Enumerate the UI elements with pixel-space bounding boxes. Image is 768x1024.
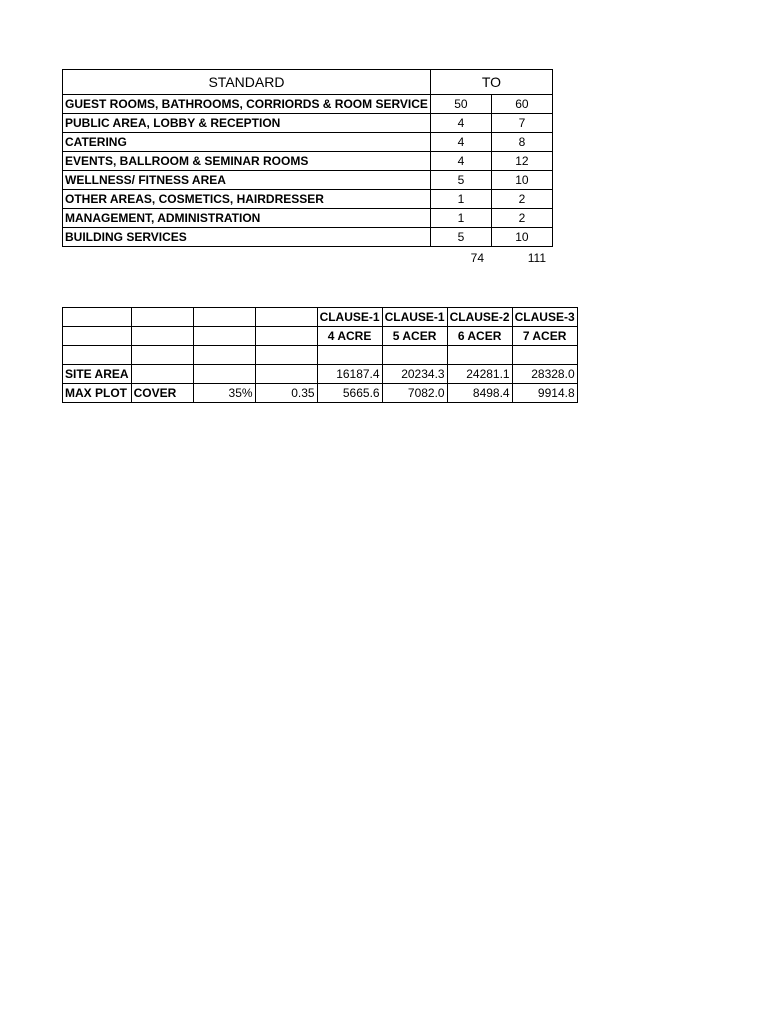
empty-cell [193,346,255,365]
row-from: 4 [430,133,491,152]
row-label: BUILDING SERVICES [63,228,431,247]
empty-cell [131,308,193,327]
row-from: 4 [430,152,491,171]
row-label: GUEST ROOMS, BATHROOMS, CORRIORDS & ROOM SERVICE [63,95,431,114]
standard-header: STANDARD [63,70,431,95]
empty-cell [63,308,132,327]
empty-cell [255,365,317,384]
total-from: 74 [470,251,484,265]
max-plot-row [63,384,578,403]
empty-cell [193,365,255,384]
site-area-value: 24281.1 [447,365,512,384]
empty-cell [447,346,512,365]
table-row [63,152,553,171]
table-row [63,171,553,190]
row-from: 1 [430,190,491,209]
site-area-value: 16187.4 [317,365,382,384]
table-row [63,209,553,228]
site-area-row [63,365,578,384]
table-row [63,114,553,133]
empty-cell [63,346,132,365]
row-to: 10 [491,228,552,247]
max-plot-value: 7082.0 [382,384,447,403]
row-from: 50 [430,95,491,114]
empty-cell [193,308,255,327]
table-header-row [63,70,553,95]
row-from: 5 [430,228,491,247]
empty-cell [255,327,317,346]
clause-row [63,308,578,327]
empty-cell [131,365,193,384]
empty-cell [382,346,447,365]
empty-cell [131,346,193,365]
row-label: CATERING [63,133,431,152]
max-plot-value: 8498.4 [447,384,512,403]
site-area-value: 20234.3 [382,365,447,384]
empty-cell [255,346,317,365]
max-plot-value: 5665.6 [317,384,382,403]
empty-cell [512,346,577,365]
cover-factor: 0.35 [255,384,317,403]
row-label: OTHER AREAS, COSMETICS, HAIRDRESSER [63,190,431,209]
total-to: 111 [527,251,546,265]
empty-cell [193,327,255,346]
table-row [63,190,553,209]
row-to: 60 [491,95,552,114]
clause-label: CLAUSE-3 [512,308,577,327]
row-from: 1 [430,209,491,228]
size-label: 4 ACRE [317,327,382,346]
row-to: 12 [491,152,552,171]
row-label: MANAGEMENT, ADMINISTRATION [63,209,431,228]
blank-row [63,346,578,365]
cover-label: COVER [131,384,193,403]
empty-cell [63,327,132,346]
clause-label: CLAUSE-1 [317,308,382,327]
table-row [63,228,553,247]
row-to: 2 [491,190,552,209]
max-plot-label: MAX PLOT [63,384,132,403]
row-from: 4 [430,114,491,133]
size-label: 7 ACER [512,327,577,346]
clause-label: CLAUSE-2 [447,308,512,327]
max-plot-value: 9914.8 [512,384,577,403]
clause-label: CLAUSE-1 [382,308,447,327]
row-label: WELLNESS/ FITNESS AREA [63,171,431,190]
row-to: 10 [491,171,552,190]
size-label: 5 ACER [382,327,447,346]
to-header: TO [430,70,552,95]
site-area-label: SITE AREA [63,365,132,384]
size-label: 6 ACER [447,327,512,346]
row-to: 8 [491,133,552,152]
row-to: 2 [491,209,552,228]
empty-cell [317,346,382,365]
table-row [63,133,553,152]
area-standard-table [62,69,553,247]
row-label: PUBLIC AREA, LOBBY & RECEPTION [63,114,431,133]
site-area-value: 28328.0 [512,365,577,384]
site-area-table [62,307,578,403]
cover-percent: 35% [193,384,255,403]
size-row [63,327,578,346]
row-label: EVENTS, BALLROOM & SEMINAR ROOMS [63,152,431,171]
row-to: 7 [491,114,552,133]
empty-cell [131,327,193,346]
empty-cell [255,308,317,327]
row-from: 5 [430,171,491,190]
table-row [63,95,553,114]
